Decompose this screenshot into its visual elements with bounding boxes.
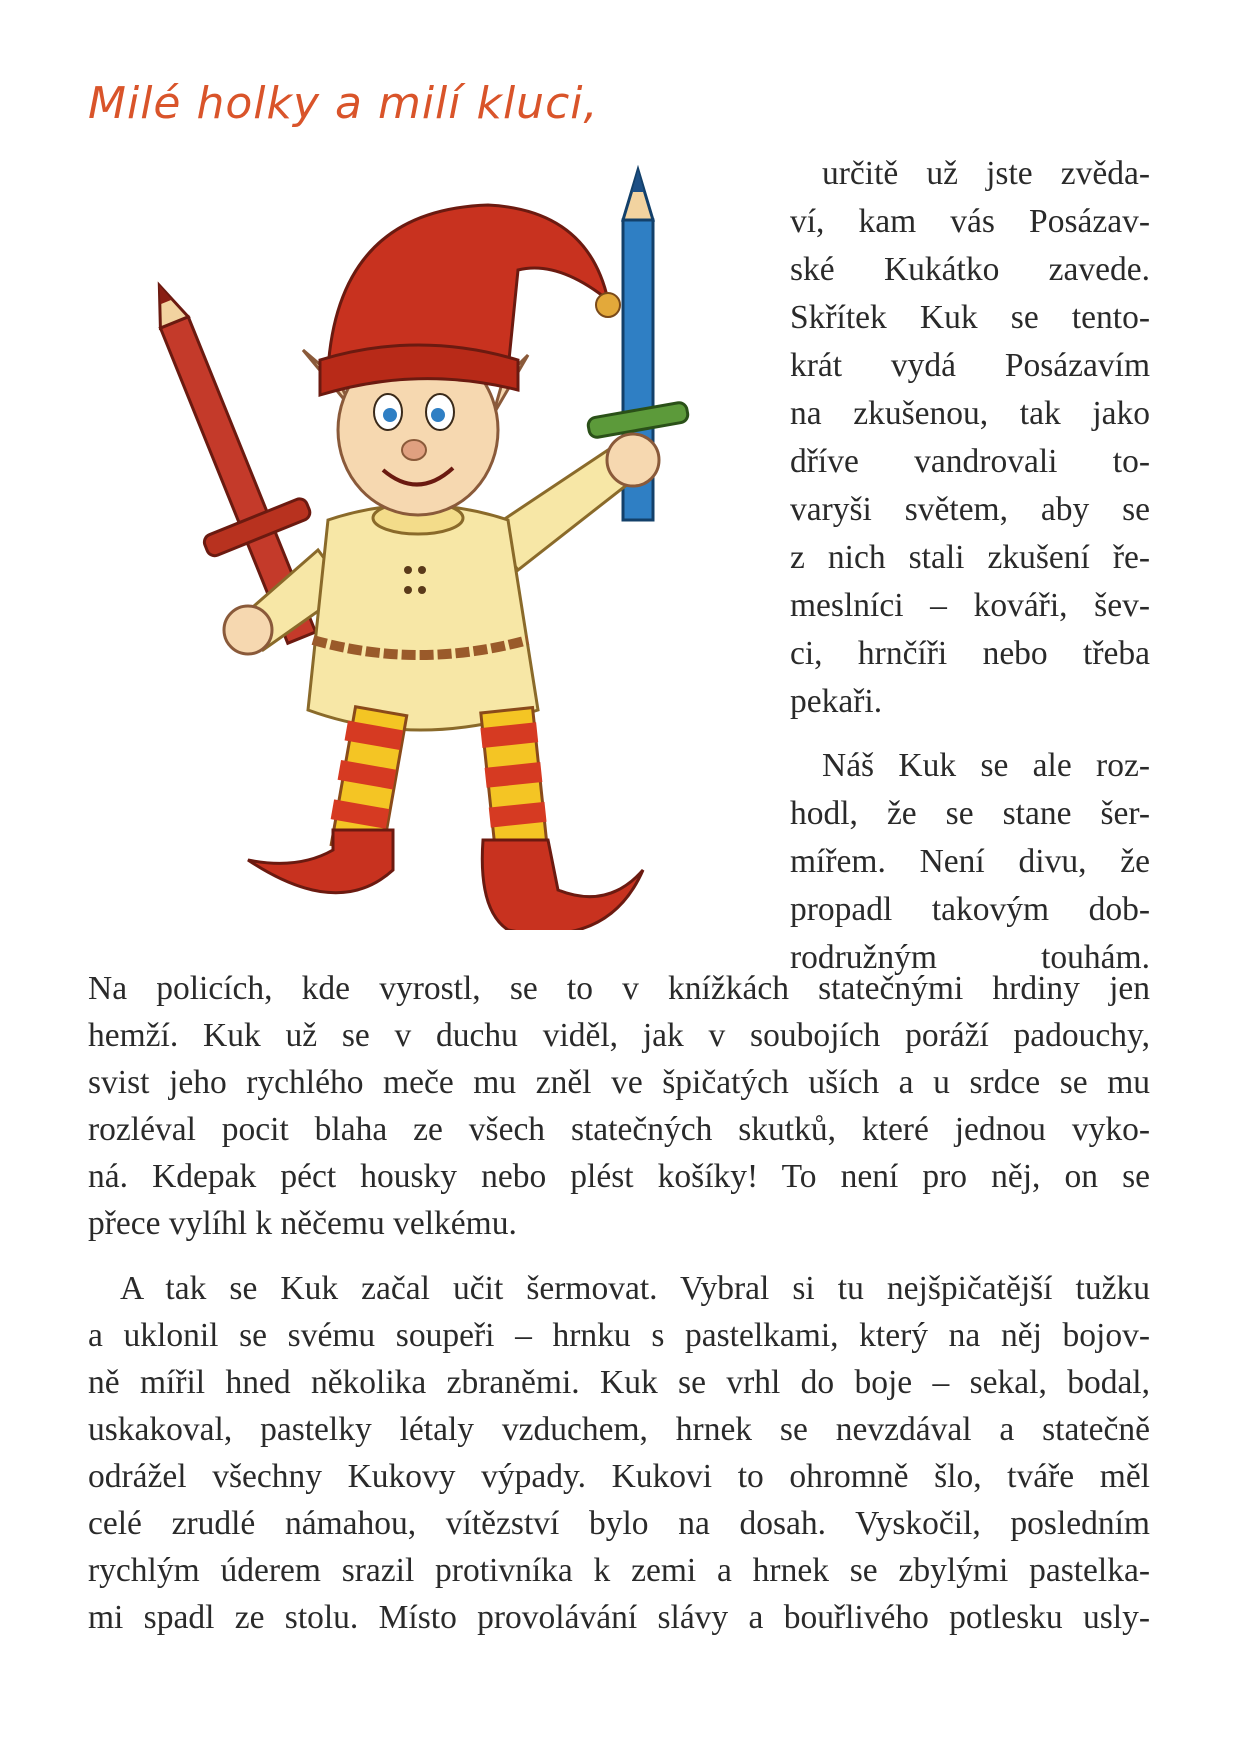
text-line: odrážel všechny Kukovy výpady. Kukovi to ohromně šlo, tváře měl bbox=[88, 1458, 1150, 1495]
text-line: svist jeho rychlého meče mu zněl ve špičatých uších a u srdce se mu bbox=[88, 1064, 1150, 1101]
text-line: propadl takovým dob- bbox=[790, 891, 1150, 928]
text-line: krát vydá Posázavím bbox=[790, 347, 1150, 384]
text-line: ví, kam vás Posázav- bbox=[790, 203, 1150, 240]
text-line: A tak se Kuk začal učit šermovat. Vybral si tu nejšpičatější tužku bbox=[120, 1270, 1150, 1307]
text-line: Náš Kuk se ale roz- bbox=[822, 747, 1150, 784]
text-line: určitě už jste zvěda- bbox=[822, 155, 1150, 192]
text-line: celé zrudlé námahou, vítězství bylo na dosah. Vyskočil, posledním bbox=[88, 1505, 1150, 1542]
text-line: uskakoval, pastelky létaly vzduchem, hrnek se nevzdával a statečně bbox=[88, 1411, 1150, 1448]
text-line: meslníci – kováři, šev- bbox=[790, 587, 1150, 624]
text-line: a uklonil se svému soupeři – hrnku s pastelkami, který na něj bojov- bbox=[88, 1317, 1150, 1354]
text-line: hemží. Kuk už se v duchu viděl, jak v soubojích poráží padouchy, bbox=[88, 1017, 1150, 1054]
text-line: mi spadl ze stolu. Místo provolávání slávy a bouřlivého potlesku usly- bbox=[88, 1599, 1150, 1636]
text-line: pekaři. bbox=[790, 683, 883, 720]
text-line: rozléval pocit blaha ze všech statečných skutků, které jednou vyko- bbox=[88, 1111, 1150, 1148]
text-line: ně mířil hned několika zbraněmi. Kuk se vrhl do boje – sekal, bodal, bbox=[88, 1364, 1150, 1401]
text-line: na zkušenou, tak jako bbox=[790, 395, 1150, 432]
text-line: ci, hrnčíři nebo třeba bbox=[790, 635, 1150, 672]
text-line: Skřítek Kuk se tento- bbox=[790, 299, 1150, 336]
hat-icon bbox=[328, 205, 608, 370]
text-line: přece vylíhl k něčemu velkému. bbox=[88, 1205, 517, 1242]
text-line: hodl, že se stane šer- bbox=[790, 795, 1150, 832]
right-column-text bbox=[790, 150, 1150, 982]
page-heading: Milé holky a milí kluci, bbox=[88, 78, 599, 129]
text-line: rychlým úderem srazil protivníka k zemi a hrnek se zbylými pastelka- bbox=[88, 1552, 1150, 1589]
text-line: ná. Kdepak péct housky nebo plést košíky! To není pro něj, on se bbox=[88, 1158, 1150, 1195]
text-line: Na policích, kde vyrostl, se to v knížkách statečnými hrdiny jen bbox=[88, 970, 1150, 1007]
text-line: dříve vandrovali to- bbox=[790, 443, 1150, 480]
text-line: z nich stali zkušení ře- bbox=[790, 539, 1150, 576]
text-line: mířem. Není divu, že bbox=[790, 843, 1150, 880]
full-width-text bbox=[88, 965, 1150, 1641]
text-line: ské Kukátko zavede. bbox=[790, 251, 1150, 288]
gnome-illustration bbox=[88, 150, 768, 930]
text-line: varyši světem, aby se bbox=[790, 491, 1150, 528]
text-line: rodružným touhám. bbox=[790, 939, 1150, 976]
